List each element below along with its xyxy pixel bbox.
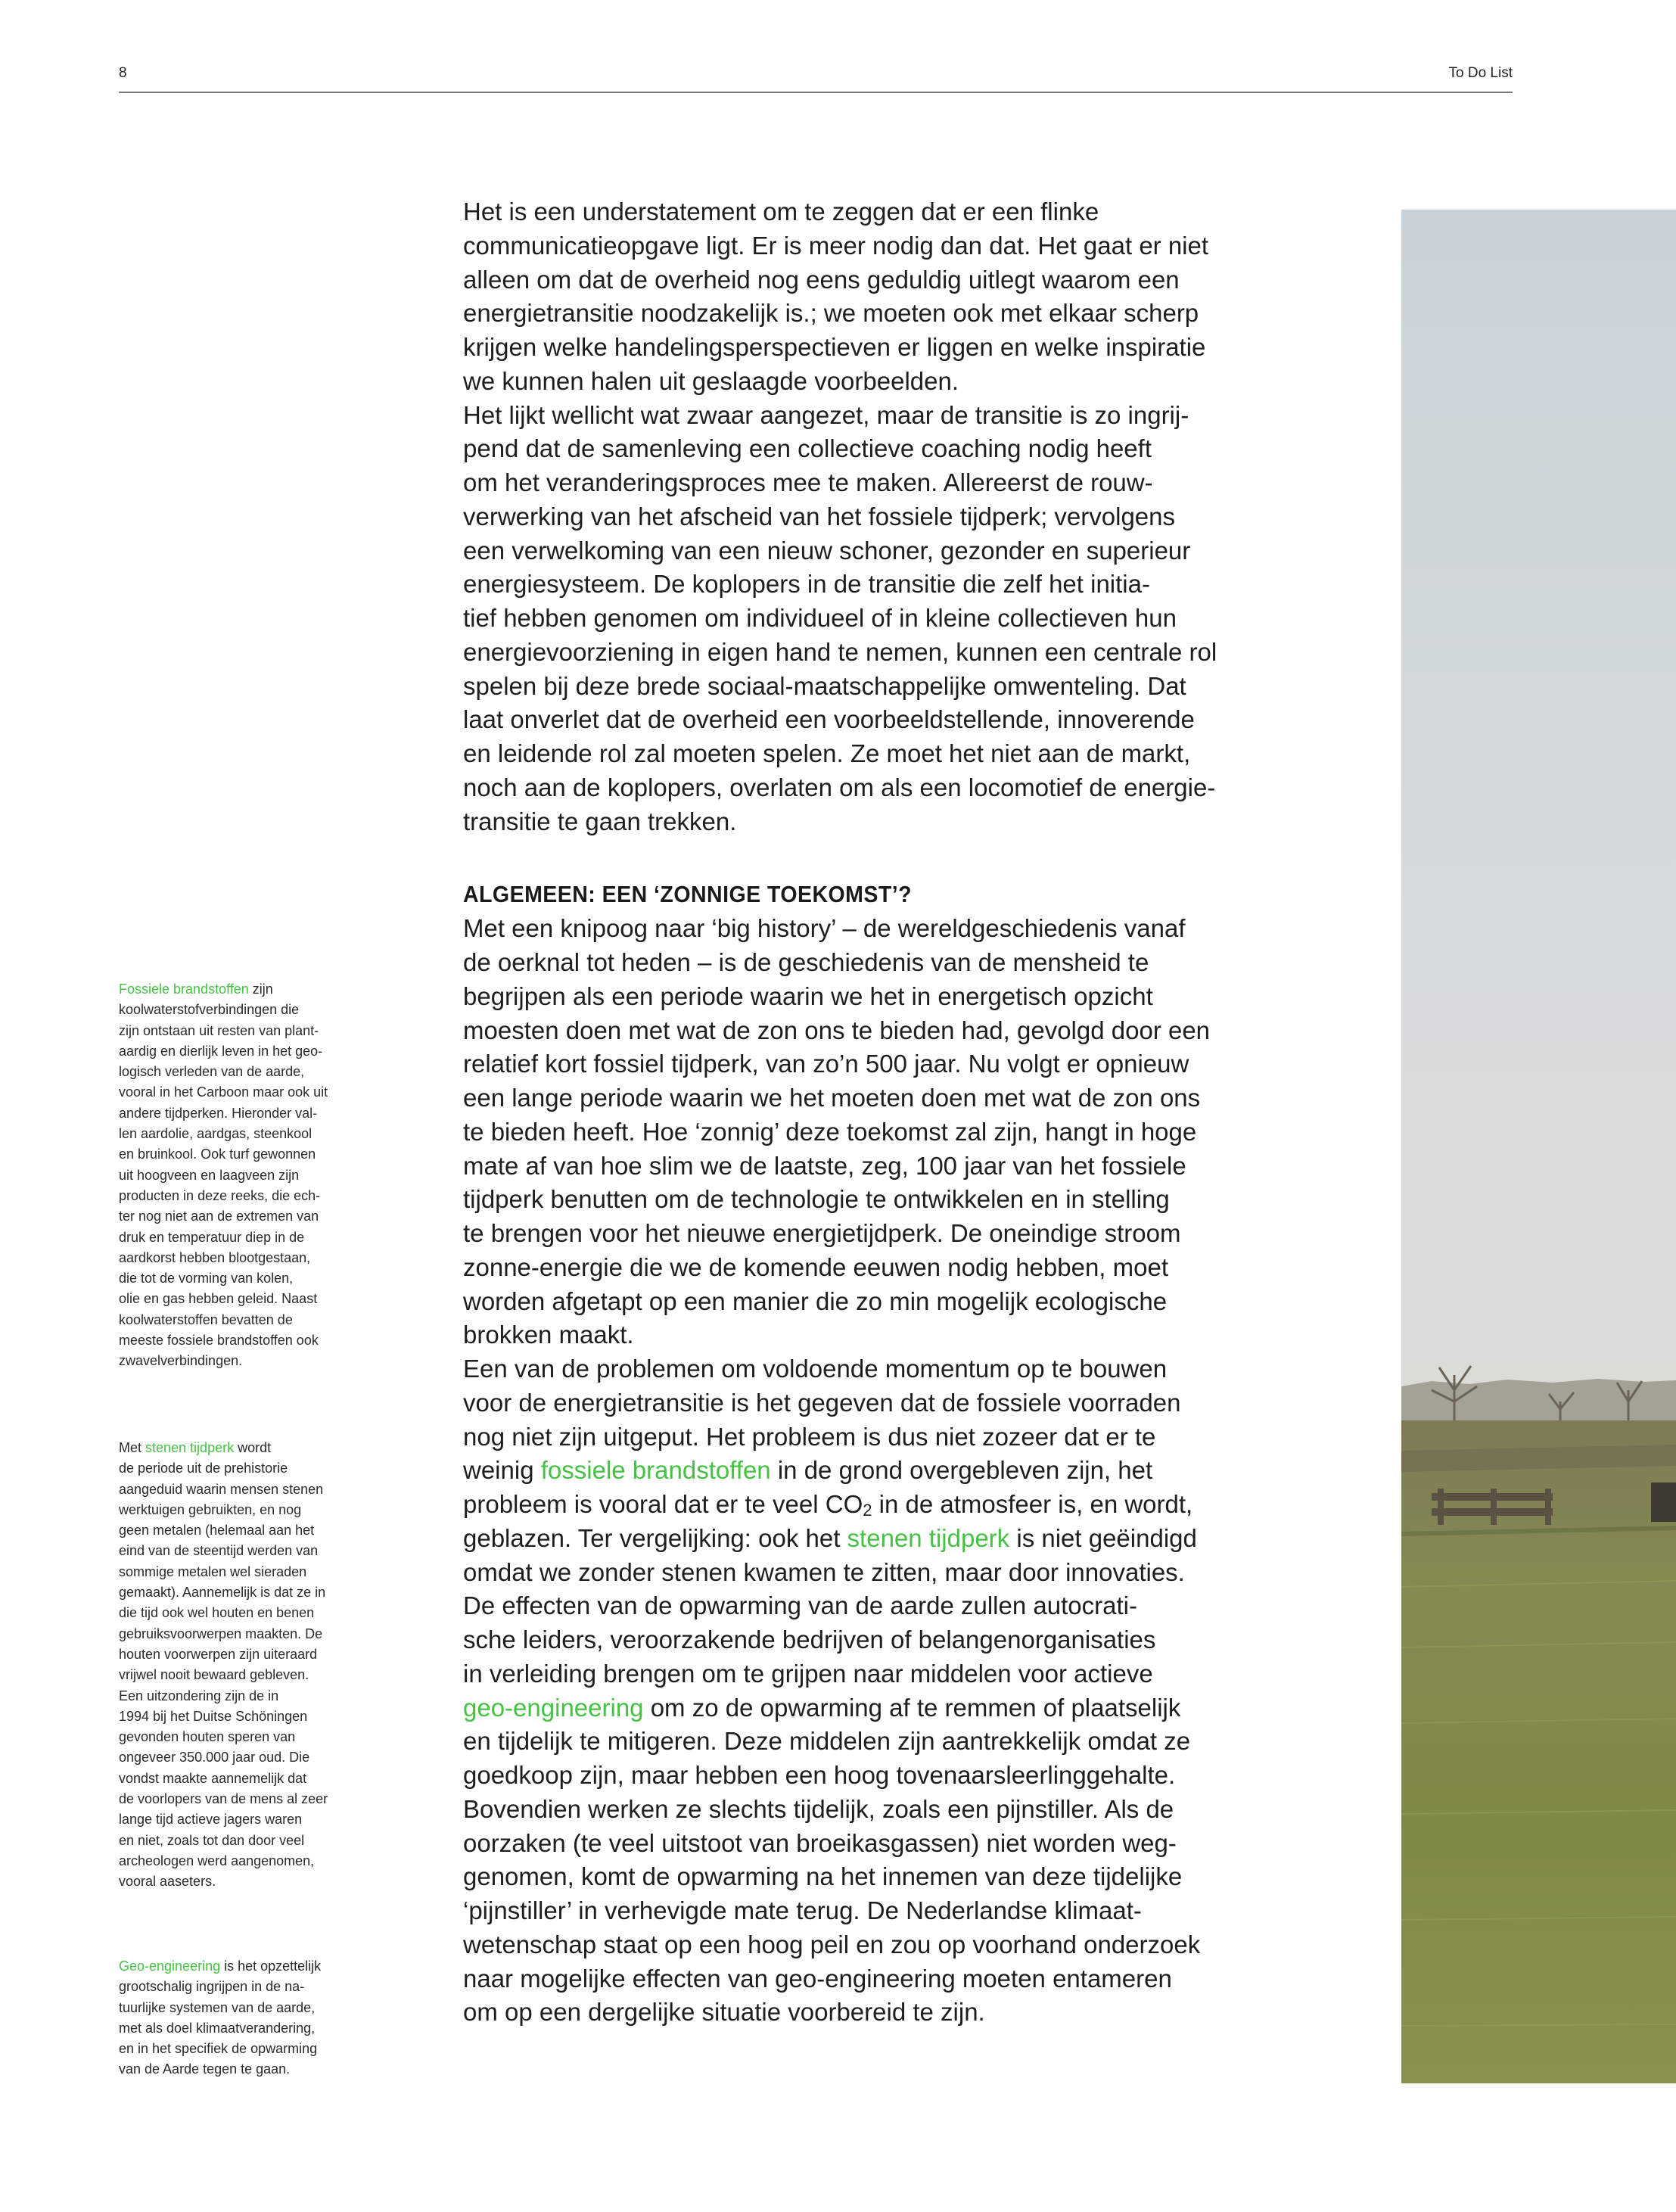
text-line: koolwaterstofverbindingen die bbox=[119, 1002, 300, 1018]
text-line: begrijpen als een periode waarin we het in energetisch opzicht bbox=[463, 982, 1153, 1010]
text-line: energietransitie noodzakelijk is.; we moeten ook met elkaar scherp bbox=[463, 299, 1199, 328]
text-line: uit hoogveen en laagveen zijn bbox=[119, 1167, 300, 1183]
text-line: sche leiders, veroorzakende bedrijven of belangenorganisaties bbox=[463, 1626, 1156, 1654]
text-line: gevonden houten speren van bbox=[119, 1729, 296, 1745]
text-line: weinig fossiele brandstoffen in de grond overgebleven zijn, het bbox=[463, 1456, 1153, 1485]
landscape-photo-graphic bbox=[1401, 210, 1676, 2083]
text-line: aangeduid waarin mensen stenen bbox=[119, 1481, 324, 1497]
text-line: meeste fossiele brandstoffen ook bbox=[119, 1333, 319, 1349]
text-line: noch aan de koplopers, overlaten om als een locomotief de energie- bbox=[463, 773, 1216, 801]
text-line: grootschalig ingrijpen in de na- bbox=[119, 1979, 305, 1995]
text-line: oorzaken (te veel uitstoot van broeikasgassen) niet worden weg- bbox=[463, 1828, 1177, 1857]
subscript: 2 bbox=[863, 1501, 872, 1520]
text-line: tijdperk benutten om de technologie te ontwikkelen en in stelling bbox=[463, 1185, 1170, 1214]
text-line: geblazen. Ter vergelijking: ook het stenen tijdperk is niet geëindigd bbox=[463, 1523, 1197, 1552]
main-column bbox=[463, 195, 1311, 2030]
text-line: moesten doen met wat de zon ons te bieden had, gevolgd door een bbox=[463, 1016, 1211, 1044]
text-line: vondst maakte aannemelijk dat bbox=[119, 1770, 307, 1786]
text-line: de oerknal tot heden – is de geschiedenis van de mensheid te bbox=[463, 948, 1149, 976]
text-line: en bruinkool. Ook turf gewonnen bbox=[119, 1146, 316, 1162]
text-line: archeologen werd aangenomen, bbox=[119, 1853, 315, 1868]
text-line: pend dat de samenleving een collectieve coaching nodig heeft bbox=[463, 434, 1152, 463]
text-line: ‘pijnstiller’ in verhevigde mate terug. De Nederlandse klimaat- bbox=[463, 1896, 1142, 1924]
text-line: een verwelkoming van een nieuw schoner, gezonder en superieur bbox=[463, 536, 1191, 565]
text-line: houten voorwerpen zijn uiteraard bbox=[119, 1646, 318, 1662]
text-line: de periode uit de prehistorie bbox=[119, 1461, 288, 1476]
text-line: te bieden heeft. Hoe ‘zonnig’ deze toekomst zal zijn, hangt in hoge bbox=[463, 1117, 1197, 1146]
highlighted-term: stenen tijdperk bbox=[145, 1440, 235, 1455]
page-header bbox=[119, 65, 1513, 92]
text-line: energiesysteem. De koplopers in de transitie die zelf het initia- bbox=[463, 570, 1150, 599]
text-line: brokken maakt. bbox=[463, 1321, 634, 1349]
highlighted-term: Fossiele brandstoffen bbox=[119, 982, 249, 997]
text-line: koolwaterstoffen bevatten de bbox=[119, 1311, 293, 1327]
text-line: eind van de steentijd werden van bbox=[119, 1543, 319, 1559]
text-line: andere tijdperken. Hieronder val- bbox=[119, 1105, 318, 1121]
sidenote-fossil-fuels bbox=[119, 979, 361, 1372]
text-line: ter nog niet aan de extremen van bbox=[119, 1209, 319, 1224]
text-line: lange tijd actieve jagers waren bbox=[119, 1812, 303, 1828]
text-line: Een uitzondering zijn de in bbox=[119, 1688, 279, 1703]
text-line: 1994 bij het Duitse Schöningen bbox=[119, 1708, 308, 1724]
text-line: omdat we zonder stenen kwamen te zitten, maar door innovaties. bbox=[463, 1557, 1185, 1586]
text-line: olie en gas hebben geleid. Naast bbox=[119, 1291, 318, 1307]
highlighted-term: stenen tijdperk bbox=[847, 1523, 1010, 1552]
text-line: wetenschap staat op een hoog peil en zou op voorhand onderzoek bbox=[463, 1930, 1201, 1958]
text-line: producten in deze reeks, die ech- bbox=[119, 1187, 321, 1203]
text-line: te brengen voor het nieuwe energietijdperk. De oneindige stroom bbox=[463, 1219, 1181, 1247]
text-line: naar mogelijke effecten van geo-engineering moeten entameren bbox=[463, 1964, 1172, 1993]
highlighted-term: fossiele brandstoffen bbox=[540, 1456, 771, 1485]
highlighted-term: Geo-engineering bbox=[119, 1958, 221, 1974]
text-line: energievoorziening in eigen hand te nemen, kunnen een centrale rol bbox=[463, 637, 1217, 666]
text-line: verwerking van het afscheid van het fossiele tijdperk; vervolgens bbox=[463, 502, 1175, 530]
text-line: Geo-engineering is het opzettelijk bbox=[119, 1958, 322, 1974]
highlighted-term: geo-engineering bbox=[463, 1693, 644, 1722]
text-line: nog niet zijn uitgeput. Het probleem is dus niet zozeer dat er te bbox=[463, 1422, 1156, 1451]
text-line: een lange periode waarin we het moeten doen met wat de zon ons bbox=[463, 1084, 1201, 1112]
text-line: genomen, komt de opwarming na het innemen van deze tijdelijke bbox=[463, 1862, 1183, 1891]
text-line: om op een dergelijke situatie voorbereid te zijn. bbox=[463, 1998, 985, 2027]
text-line: Bovendien werken ze slechts tijdelijk, zoals een pijnstiller. Als de bbox=[463, 1794, 1174, 1823]
text-line: sommige metalen wel sieraden bbox=[119, 1563, 307, 1579]
text-line: tief hebben genomen om individueel of in kleine collectieven hun bbox=[463, 604, 1177, 632]
section-heading: ALGEMEEN: EEN ‘ZONNIGE TOEKOMST’? bbox=[463, 881, 913, 908]
text-line: laat onverlet dat de overheid een voorbeeldstellende, innoverende bbox=[463, 705, 1195, 734]
text-line: geen metalen (helemaal aan het bbox=[119, 1523, 315, 1538]
text-line: van de Aarde tegen te gaan. bbox=[119, 2061, 291, 2077]
text-line: we kunnen halen uit geslaagde voorbeelden. bbox=[463, 366, 959, 395]
text-line: mate af van hoe slim we de laatste, zeg, 100 jaar van het fossiele bbox=[463, 1151, 1186, 1180]
text-line: druk en temperatuur diep in de bbox=[119, 1229, 305, 1245]
text-line: gebruiksvoorwerpen maakten. De bbox=[119, 1626, 323, 1641]
text-line: aardig en dierlijk leven in het geo- bbox=[119, 1043, 323, 1059]
text-line: die tot de vorming van kolen, bbox=[119, 1271, 294, 1286]
text-line: ongeveer 350.000 jaar oud. Die bbox=[119, 1750, 310, 1766]
text-line: zwavelverbindingen. bbox=[119, 1353, 243, 1369]
text-line: goedkoop zijn, maar hebben een hoog tovenaarsleerlinggehalte. bbox=[463, 1761, 1176, 1789]
header-rule bbox=[119, 92, 1513, 93]
text-line: zijn ontstaan uit resten van plant- bbox=[119, 1022, 319, 1038]
text-line: zonne-energie die we de komende eeuwen nodig hebben, moet bbox=[463, 1252, 1169, 1281]
text-line: Het is een understatement om te zeggen dat er een flinke bbox=[463, 198, 1099, 226]
text-line: logisch verleden van de aarde, bbox=[119, 1064, 305, 1080]
text-line: vrijwel nooit bewaard gebleven. bbox=[119, 1667, 309, 1683]
text-line: len aardolie, aardgas, steenkool bbox=[119, 1126, 313, 1142]
running-title: To Do List bbox=[1448, 65, 1513, 81]
text-line: Met stenen tijdperk wordt bbox=[119, 1440, 272, 1455]
text-line: communicatieopgave ligt. Er is meer nodig dan dat. Het gaat er niet bbox=[463, 231, 1209, 260]
text-line: werktuigen gebruikten, en nog bbox=[119, 1501, 302, 1517]
text-line: tuurlijke systemen van de aarde, bbox=[119, 1999, 316, 2015]
text-line: om het veranderingsproces mee te maken. Allereerst de rouw- bbox=[463, 468, 1153, 496]
text-line: vooral aaseters. bbox=[119, 1874, 216, 1890]
text-line: alleen om dat de overheid nog eens geduldig uitlegt waarom een bbox=[463, 265, 1180, 294]
text-line: en tijdelijk te mitigeren. Deze middelen zijn aantrekkelijk omdat ze bbox=[463, 1727, 1191, 1756]
body-paragraph bbox=[463, 912, 1311, 2030]
text-line: aardkorst hebben blootgestaan, bbox=[119, 1249, 311, 1265]
text-line: relatief kort fossiel tijdperk, van zo’n 500 jaar. Nu volgt er opnieuw bbox=[463, 1050, 1189, 1078]
text-line: en leidende rol zal moeten spelen. Ze moet het niet aan de markt, bbox=[463, 739, 1191, 767]
text-line: spelen bij deze brede sociaal-maatschappelijke omwenteling. Dat bbox=[463, 671, 1186, 700]
sidenote-stone-age bbox=[119, 1438, 361, 1893]
text-line: geo-engineering om zo de opwarming af te remmen of plaatselijk bbox=[463, 1693, 1181, 1722]
text-line: de voorlopers van de mens al zeer bbox=[119, 1791, 328, 1807]
text-line: transitie te gaan trekken. bbox=[463, 807, 737, 835]
text-line: gemaakt). Aannemelijk is dat ze in bbox=[119, 1585, 326, 1601]
text-line: Het lijkt wellicht wat zwaar aangezet, maar de transitie is zo ingrij- bbox=[463, 400, 1189, 429]
text-line: vooral in het Carboon maar ook uit bbox=[119, 1084, 328, 1100]
text-line: De effecten van de opwarming van de aarde zullen autocrati- bbox=[463, 1591, 1137, 1620]
text-line: en in het specifiek de opwarming bbox=[119, 2041, 318, 2057]
text-line: Met een knipoog naar ‘big history’ – de wereldgeschiedenis vanaf bbox=[463, 914, 1186, 943]
text-line: en niet, zoals tot dan door veel bbox=[119, 1832, 305, 1848]
text-line: in verleiding brengen om te grijpen naar middelen voor actieve bbox=[463, 1659, 1153, 1688]
sidenote-geo-engineering bbox=[119, 1956, 361, 2080]
text-line: worden afgetapt op een manier die zo min mogelijk ecologische bbox=[463, 1286, 1168, 1315]
page-number: 8 bbox=[119, 65, 127, 81]
text-line: Fossiele brandstoffen zijn bbox=[119, 982, 273, 997]
text-line: met als doel klimaatverandering, bbox=[119, 2020, 316, 2036]
text-line: voor de energietransitie is het gegeven dat de fossiele voorraden bbox=[463, 1388, 1181, 1417]
text-line: die tijd ook wel houten en benen bbox=[119, 1605, 315, 1621]
text-line: krijgen welke handelingsperspectieven er liggen en welke inspiratie bbox=[463, 333, 1206, 361]
landscape-photo bbox=[1401, 210, 1676, 2083]
text-line: probleem is vooral dat er te veel $CO_2$ in de atmosfeer is, en wordt, bbox=[463, 1490, 1193, 1520]
intro-paragraph bbox=[463, 195, 1311, 838]
text-line: Een van de problemen om voldoende momentum op te bouwen bbox=[463, 1355, 1168, 1383]
